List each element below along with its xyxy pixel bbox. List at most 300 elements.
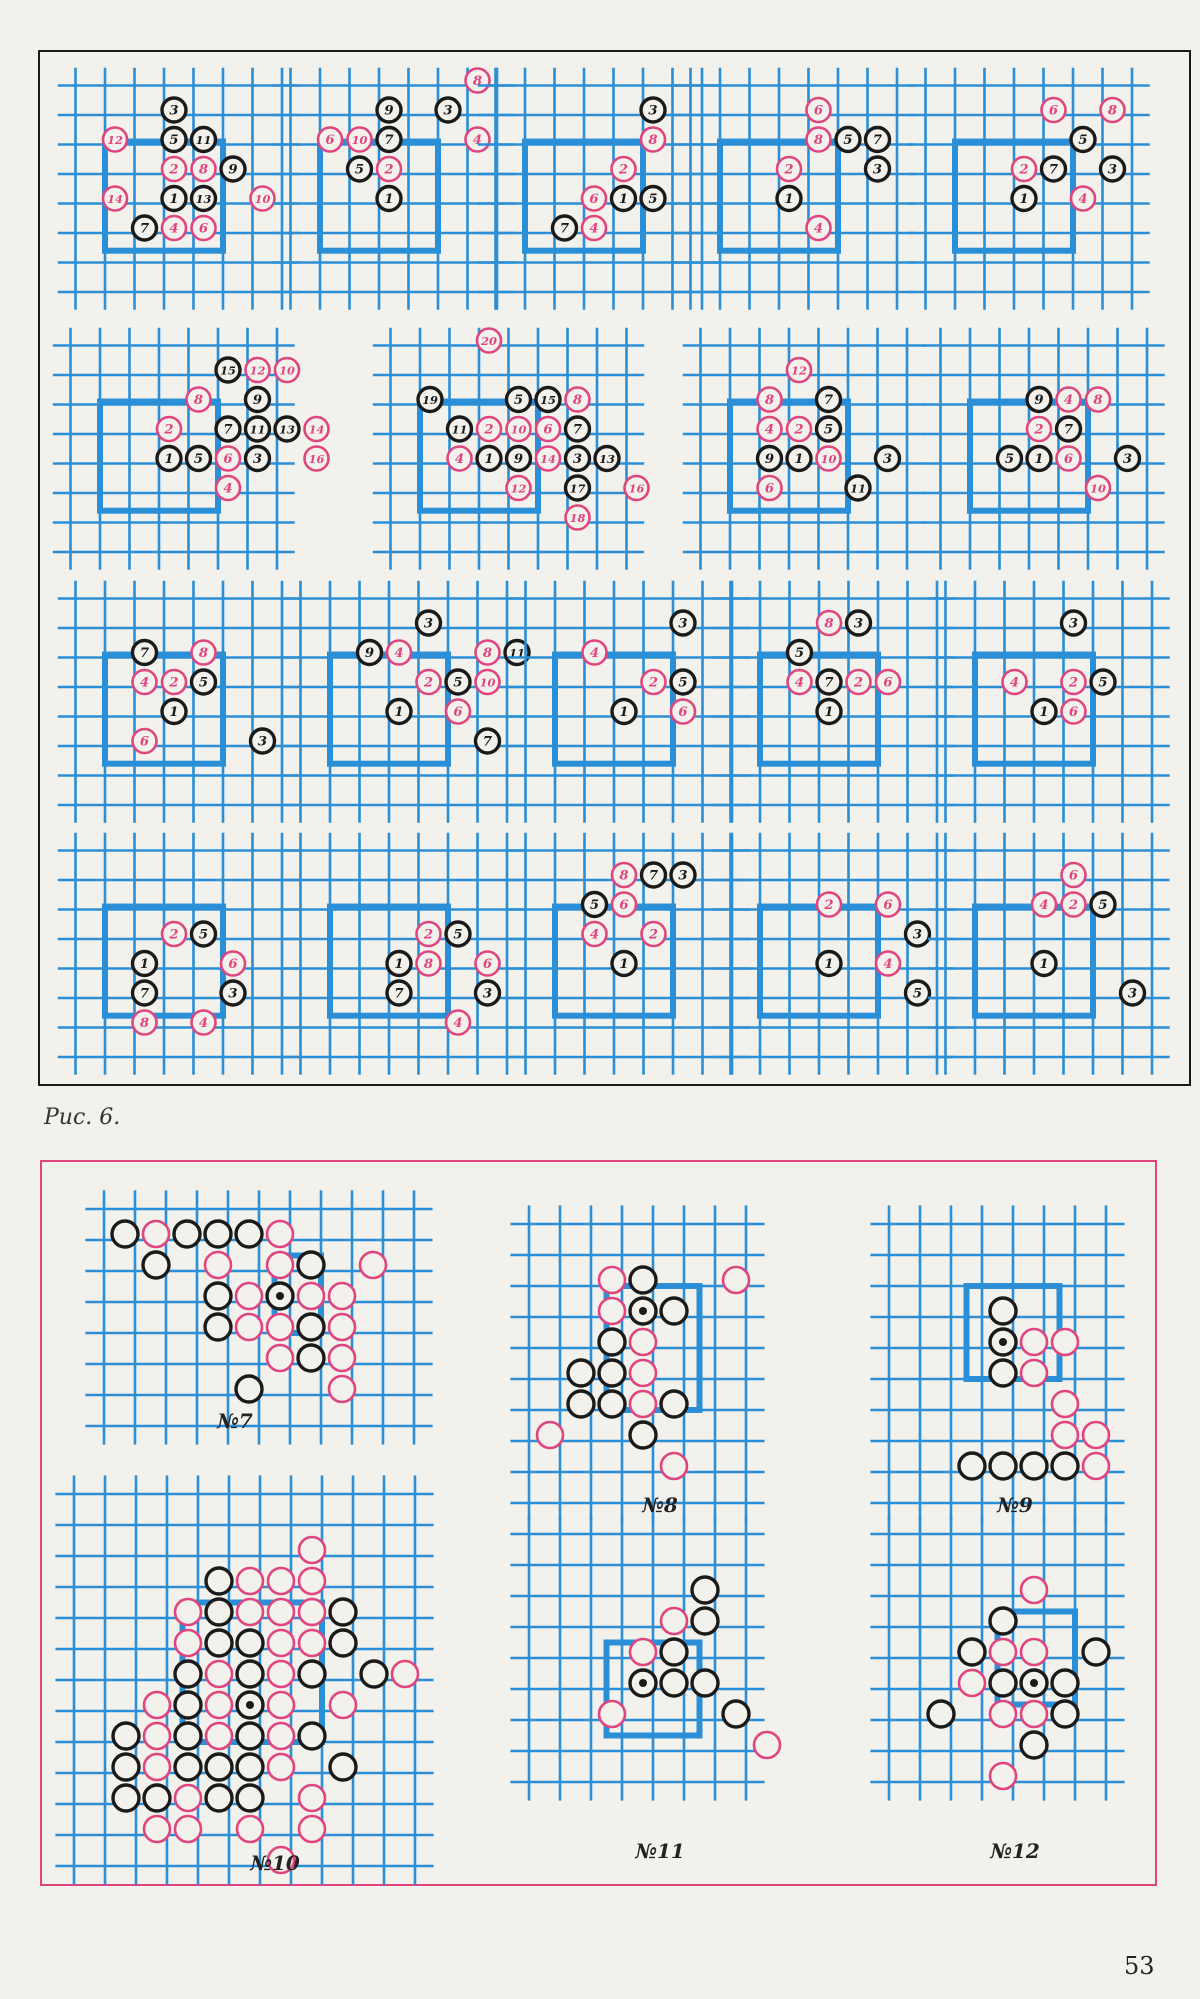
move-number: 11 bbox=[451, 422, 468, 437]
black-stone bbox=[330, 1754, 356, 1780]
marked-stone-dot bbox=[1030, 1679, 1038, 1687]
stone-circle bbox=[267, 1221, 293, 1247]
stone-circle bbox=[237, 1599, 263, 1625]
move-number: 6 bbox=[883, 898, 893, 914]
stone-circle bbox=[1021, 1329, 1047, 1355]
pink-stone bbox=[144, 1692, 170, 1718]
move-number: 6 bbox=[482, 957, 493, 973]
move-number: 8 bbox=[472, 74, 483, 90]
move-number: 2 bbox=[484, 422, 494, 438]
pink-stone bbox=[175, 1599, 201, 1625]
pink-stone bbox=[329, 1345, 355, 1371]
black-stone bbox=[175, 1754, 201, 1780]
pink-stone bbox=[268, 1692, 294, 1718]
move-number: 1 bbox=[1039, 705, 1049, 721]
move-number: 1 bbox=[394, 957, 404, 973]
black-stone bbox=[175, 1723, 201, 1749]
move-number: 6 bbox=[139, 734, 150, 750]
stone-circle bbox=[361, 1661, 387, 1687]
move-number: 15 bbox=[540, 393, 556, 408]
black-stone bbox=[237, 1723, 263, 1749]
black-stone bbox=[990, 1360, 1016, 1386]
stone-circle bbox=[237, 1785, 263, 1811]
stone-circle bbox=[1021, 1732, 1047, 1758]
move-number: 4 bbox=[1063, 393, 1074, 409]
stone-circle bbox=[268, 1692, 294, 1718]
pink-stone bbox=[1021, 1577, 1047, 1603]
move-number: 8 bbox=[198, 162, 209, 178]
stone-circle bbox=[630, 1422, 656, 1448]
move-number: 6 bbox=[1068, 868, 1079, 884]
move-number: 2 bbox=[1068, 898, 1079, 914]
stone-circle bbox=[1083, 1453, 1109, 1479]
move-number: 12 bbox=[249, 363, 266, 378]
stone-circle bbox=[1083, 1422, 1109, 1448]
stone-circle bbox=[206, 1723, 232, 1749]
black-stone bbox=[1021, 1670, 1047, 1696]
problem-board-9 bbox=[870, 1205, 1124, 1521]
black-stone bbox=[205, 1221, 231, 1247]
black-stone bbox=[1083, 1639, 1109, 1665]
stone-circle bbox=[1052, 1391, 1078, 1417]
stone-circle bbox=[175, 1661, 201, 1687]
stone-circle bbox=[206, 1661, 232, 1687]
move-number: 1 bbox=[619, 957, 629, 973]
black-stone bbox=[237, 1754, 263, 1780]
black-stone bbox=[568, 1360, 594, 1386]
move-number: 7 bbox=[872, 133, 883, 149]
pink-stone bbox=[959, 1670, 985, 1696]
stone-circle bbox=[1052, 1453, 1078, 1479]
stone-circle bbox=[144, 1816, 170, 1842]
pink-stone bbox=[599, 1298, 625, 1324]
move-number: 11 bbox=[509, 646, 525, 661]
move-number: 3 bbox=[423, 616, 434, 632]
move-number: 6 bbox=[813, 103, 824, 119]
black-stone bbox=[630, 1422, 656, 1448]
stone-circle bbox=[329, 1376, 355, 1402]
stone-circle bbox=[959, 1639, 985, 1665]
pink-stone bbox=[990, 1639, 1016, 1665]
move-number: 11 bbox=[850, 481, 866, 496]
stone-circle bbox=[329, 1314, 355, 1340]
problem-label: №11 bbox=[635, 1839, 685, 1863]
move-number: 2 bbox=[794, 422, 804, 438]
stone-circle bbox=[206, 1568, 232, 1594]
black-stone bbox=[237, 1630, 263, 1656]
pink-stone bbox=[205, 1252, 231, 1278]
black-stone bbox=[175, 1661, 201, 1687]
move-number: 9 bbox=[364, 646, 375, 662]
move-number: 9 bbox=[1034, 393, 1044, 409]
black-stone bbox=[990, 1608, 1016, 1634]
stone-circle bbox=[661, 1670, 687, 1696]
stone-circle bbox=[1021, 1360, 1047, 1386]
move-number: 3 bbox=[678, 616, 688, 632]
stone-circle bbox=[268, 1661, 294, 1687]
move-number: 7 bbox=[824, 675, 834, 691]
stone-circle bbox=[661, 1639, 687, 1665]
move-number: 2 bbox=[169, 162, 179, 178]
stone-circle bbox=[661, 1298, 687, 1324]
stone-circle bbox=[568, 1360, 594, 1386]
pink-stone bbox=[299, 1816, 325, 1842]
stone-circle bbox=[298, 1252, 324, 1278]
move-number: 8 bbox=[193, 393, 204, 409]
stone-circle bbox=[299, 1537, 325, 1563]
stone-circle bbox=[237, 1568, 263, 1594]
move-number: 7 bbox=[559, 221, 570, 237]
move-number: 4 bbox=[794, 675, 805, 691]
pink-stone bbox=[360, 1252, 386, 1278]
stone-circle bbox=[175, 1754, 201, 1780]
marked-stone-dot bbox=[276, 1292, 284, 1300]
pink-stone bbox=[299, 1537, 325, 1563]
move-number: 6 bbox=[1068, 705, 1079, 721]
move-number: 4 bbox=[813, 221, 824, 237]
move-number: 2 bbox=[164, 422, 174, 438]
move-number: 6 bbox=[223, 452, 233, 468]
stone-circle bbox=[205, 1252, 231, 1278]
stone-circle bbox=[661, 1608, 687, 1634]
black-stone bbox=[206, 1630, 232, 1656]
black-stone bbox=[568, 1391, 594, 1417]
move-number: 5 bbox=[453, 675, 463, 691]
stone-circle bbox=[392, 1661, 418, 1687]
move-number: 3 bbox=[678, 868, 688, 884]
stone-circle bbox=[1083, 1639, 1109, 1665]
move-number: 5 bbox=[169, 133, 179, 149]
stone-circle bbox=[299, 1723, 325, 1749]
move-number: 1 bbox=[394, 705, 404, 721]
pink-stone bbox=[175, 1785, 201, 1811]
move-number: 8 bbox=[198, 646, 209, 662]
stone-circle bbox=[112, 1221, 138, 1247]
move-number: 1 bbox=[484, 452, 494, 468]
stone-circle bbox=[236, 1283, 262, 1309]
move-number: 11 bbox=[249, 422, 266, 437]
stone-circle bbox=[268, 1599, 294, 1625]
pink-stone bbox=[1021, 1639, 1047, 1665]
move-number: 2 bbox=[1034, 422, 1044, 438]
black-stone bbox=[990, 1329, 1016, 1355]
stone-circle bbox=[268, 1568, 294, 1594]
black-stone bbox=[692, 1608, 718, 1634]
move-number: 5 bbox=[193, 452, 204, 468]
problem-board-10 bbox=[55, 1475, 433, 1884]
move-number: 1 bbox=[169, 192, 179, 208]
move-number: 18 bbox=[569, 511, 586, 526]
move-number: 6 bbox=[198, 221, 209, 237]
move-number: 2 bbox=[423, 927, 434, 943]
move-number: 2 bbox=[1019, 162, 1029, 178]
move-number: 5 bbox=[1098, 675, 1108, 691]
pink-stone bbox=[1021, 1701, 1047, 1727]
move-number: 7 bbox=[384, 133, 394, 149]
pink-stone bbox=[268, 1661, 294, 1687]
pink-stone bbox=[143, 1221, 169, 1247]
move-number: 4 bbox=[472, 133, 483, 149]
pink-stone bbox=[144, 1816, 170, 1842]
move-number: 7 bbox=[648, 868, 659, 884]
stone-circle bbox=[299, 1568, 325, 1594]
pink-stone bbox=[599, 1267, 625, 1293]
move-number: 14 bbox=[107, 192, 123, 207]
stone-circle bbox=[174, 1221, 200, 1247]
pink-stone bbox=[299, 1568, 325, 1594]
move-number: 3 bbox=[1068, 616, 1079, 632]
move-number: 3 bbox=[482, 986, 493, 1002]
move-number: 5 bbox=[589, 898, 600, 914]
move-number: 6 bbox=[453, 705, 463, 721]
move-number: 4 bbox=[139, 675, 150, 691]
black-stone bbox=[298, 1314, 324, 1340]
stone-circle bbox=[990, 1453, 1016, 1479]
move-number: 16 bbox=[628, 481, 645, 496]
stone-circle bbox=[298, 1314, 324, 1340]
pink-stone bbox=[267, 1345, 293, 1371]
stone-circle bbox=[692, 1608, 718, 1634]
move-number: 4 bbox=[1009, 675, 1020, 691]
move-number: 1 bbox=[384, 192, 394, 208]
stone-circle bbox=[599, 1267, 625, 1293]
move-number: 17 bbox=[569, 481, 586, 496]
stone-circle bbox=[1021, 1453, 1047, 1479]
move-number: 3 bbox=[1127, 986, 1138, 1002]
problem-label: №8 bbox=[642, 1493, 678, 1517]
move-number: 8 bbox=[813, 133, 824, 149]
pink-stone bbox=[1021, 1329, 1047, 1355]
pink-stone bbox=[206, 1692, 232, 1718]
move-number: 1 bbox=[1034, 452, 1044, 468]
stone-circle bbox=[1052, 1670, 1078, 1696]
move-number: 4 bbox=[589, 221, 599, 237]
move-number: 5 bbox=[912, 986, 923, 1002]
pink-stone bbox=[1052, 1391, 1078, 1417]
move-number: 2 bbox=[853, 675, 864, 691]
stone-circle bbox=[599, 1360, 625, 1386]
black-stone bbox=[1021, 1453, 1047, 1479]
stone-circle bbox=[599, 1391, 625, 1417]
stone-circle bbox=[330, 1599, 356, 1625]
pink-stone bbox=[1083, 1453, 1109, 1479]
move-number: 5 bbox=[843, 133, 853, 149]
stone-circle bbox=[360, 1252, 386, 1278]
move-number: 9 bbox=[384, 103, 394, 119]
move-number: 5 bbox=[823, 422, 834, 438]
marked-stone-dot bbox=[639, 1679, 647, 1687]
stone-circle bbox=[237, 1630, 263, 1656]
pink-stone bbox=[237, 1816, 263, 1842]
black-stone bbox=[990, 1298, 1016, 1324]
move-number: 7 bbox=[223, 422, 233, 438]
move-number: 12 bbox=[107, 133, 123, 148]
black-stone bbox=[630, 1670, 656, 1696]
problem-board-7 bbox=[85, 1190, 432, 1444]
move-number: 3 bbox=[648, 103, 658, 119]
stone-circle bbox=[175, 1816, 201, 1842]
black-stone bbox=[205, 1283, 231, 1309]
pink-stone bbox=[299, 1599, 325, 1625]
stone-circle bbox=[329, 1345, 355, 1371]
pink-stone bbox=[1021, 1360, 1047, 1386]
stone-circle bbox=[330, 1692, 356, 1718]
move-number: 1 bbox=[784, 192, 794, 208]
move-number: 1 bbox=[169, 705, 179, 721]
stone-circle bbox=[175, 1599, 201, 1625]
pink-stone bbox=[268, 1723, 294, 1749]
stone-circle bbox=[723, 1267, 749, 1293]
pink-stone bbox=[1052, 1422, 1078, 1448]
marked-stone-dot bbox=[639, 1307, 647, 1315]
pink-stone bbox=[267, 1252, 293, 1278]
stone-circle bbox=[990, 1639, 1016, 1665]
stone-circle bbox=[113, 1785, 139, 1811]
move-number: 5 bbox=[453, 927, 463, 943]
move-number: 1 bbox=[1019, 192, 1029, 208]
stone-circle bbox=[599, 1298, 625, 1324]
move-number: 10 bbox=[510, 422, 527, 437]
move-number: 1 bbox=[139, 957, 150, 973]
move-number: 5 bbox=[648, 192, 658, 208]
stone-circle bbox=[205, 1283, 231, 1309]
black-stone bbox=[959, 1453, 985, 1479]
move-number: 10 bbox=[351, 133, 368, 148]
pink-stone bbox=[175, 1630, 201, 1656]
black-stone bbox=[236, 1221, 262, 1247]
move-number: 10 bbox=[254, 192, 271, 207]
move-number: 1 bbox=[618, 192, 629, 208]
stone-circle bbox=[144, 1785, 170, 1811]
stone-circle bbox=[692, 1577, 718, 1603]
stone-circle bbox=[237, 1723, 263, 1749]
pink-stone bbox=[661, 1608, 687, 1634]
stone-circle bbox=[299, 1661, 325, 1687]
move-number: 6 bbox=[325, 133, 335, 149]
black-stone bbox=[206, 1785, 232, 1811]
stone-circle bbox=[1021, 1577, 1047, 1603]
move-number: 5 bbox=[513, 393, 524, 409]
move-number: 14 bbox=[540, 452, 556, 467]
black-stone bbox=[723, 1701, 749, 1727]
black-stone bbox=[143, 1252, 169, 1278]
move-number: 6 bbox=[883, 675, 893, 691]
move-number: 4 bbox=[1039, 898, 1049, 914]
stone-circle bbox=[661, 1453, 687, 1479]
page-number: 53 bbox=[1124, 1952, 1155, 1980]
black-stone bbox=[990, 1453, 1016, 1479]
pink-stone bbox=[268, 1568, 294, 1594]
move-number: 10 bbox=[820, 452, 837, 467]
stone-circle bbox=[990, 1701, 1016, 1727]
move-number: 8 bbox=[764, 393, 775, 409]
move-number: 3 bbox=[1122, 452, 1133, 468]
move-number: 2 bbox=[423, 675, 434, 691]
move-number: 6 bbox=[1048, 103, 1059, 119]
stone-circle bbox=[599, 1701, 625, 1727]
move-number: 1 bbox=[619, 705, 629, 721]
black-stone bbox=[236, 1376, 262, 1402]
black-stone bbox=[175, 1692, 201, 1718]
move-number: 10 bbox=[279, 363, 295, 378]
black-stone bbox=[692, 1577, 718, 1603]
move-number: 3 bbox=[853, 616, 864, 632]
stone-circle bbox=[537, 1422, 563, 1448]
pink-stone bbox=[599, 1701, 625, 1727]
stone-circle bbox=[236, 1376, 262, 1402]
black-stone bbox=[599, 1360, 625, 1386]
stone-circle bbox=[237, 1661, 263, 1687]
stone-circle bbox=[144, 1723, 170, 1749]
stone-circle bbox=[990, 1608, 1016, 1634]
black-stone bbox=[144, 1785, 170, 1811]
move-number: 4 bbox=[223, 481, 233, 497]
stone-circle bbox=[236, 1221, 262, 1247]
move-number: 2 bbox=[648, 927, 659, 943]
move-number: 9 bbox=[252, 393, 263, 409]
stone-circle bbox=[205, 1314, 231, 1340]
problem-board-11 bbox=[510, 1515, 780, 1800]
move-number: 8 bbox=[482, 646, 493, 662]
black-stone bbox=[661, 1670, 687, 1696]
pink-stone bbox=[237, 1568, 263, 1594]
pink-stone bbox=[537, 1422, 563, 1448]
move-number: 6 bbox=[1063, 452, 1074, 468]
move-number: 8 bbox=[572, 393, 583, 409]
move-number: 3 bbox=[443, 103, 453, 119]
black-stone bbox=[206, 1568, 232, 1594]
stone-circle bbox=[661, 1391, 687, 1417]
black-stone bbox=[361, 1661, 387, 1687]
pink-stone bbox=[630, 1639, 656, 1665]
move-number: 4 bbox=[883, 957, 893, 973]
move-number: 3 bbox=[252, 452, 263, 468]
stone-circle bbox=[723, 1701, 749, 1727]
move-number: 1 bbox=[824, 705, 834, 721]
move-number: 8 bbox=[1107, 103, 1118, 119]
move-number: 6 bbox=[228, 957, 238, 973]
stone-circle bbox=[630, 1267, 656, 1293]
stone-circle bbox=[268, 1630, 294, 1656]
move-number: 2 bbox=[648, 675, 659, 691]
stone-circle bbox=[329, 1283, 355, 1309]
move-number: 2 bbox=[784, 162, 794, 178]
pink-stone bbox=[144, 1754, 170, 1780]
stone-circle bbox=[268, 1723, 294, 1749]
black-stone bbox=[959, 1639, 985, 1665]
move-number: 9 bbox=[764, 452, 775, 468]
black-stone bbox=[661, 1298, 687, 1324]
pink-stone bbox=[299, 1785, 325, 1811]
pink-stone bbox=[1052, 1329, 1078, 1355]
stone-circle bbox=[206, 1599, 232, 1625]
pink-stone bbox=[268, 1599, 294, 1625]
move-number: 7 bbox=[1048, 162, 1059, 178]
pink-stone bbox=[329, 1283, 355, 1309]
stone-circle bbox=[1021, 1701, 1047, 1727]
move-number: 12 bbox=[510, 481, 527, 496]
stone-circle bbox=[330, 1630, 356, 1656]
move-number: 4 bbox=[589, 927, 600, 943]
stone-circle bbox=[175, 1723, 201, 1749]
move-number: 3 bbox=[572, 452, 583, 468]
stone-circle bbox=[144, 1692, 170, 1718]
stone-circle bbox=[568, 1391, 594, 1417]
stone-circle bbox=[928, 1701, 954, 1727]
black-stone bbox=[174, 1221, 200, 1247]
pink-stone bbox=[630, 1391, 656, 1417]
pink-stone bbox=[661, 1453, 687, 1479]
